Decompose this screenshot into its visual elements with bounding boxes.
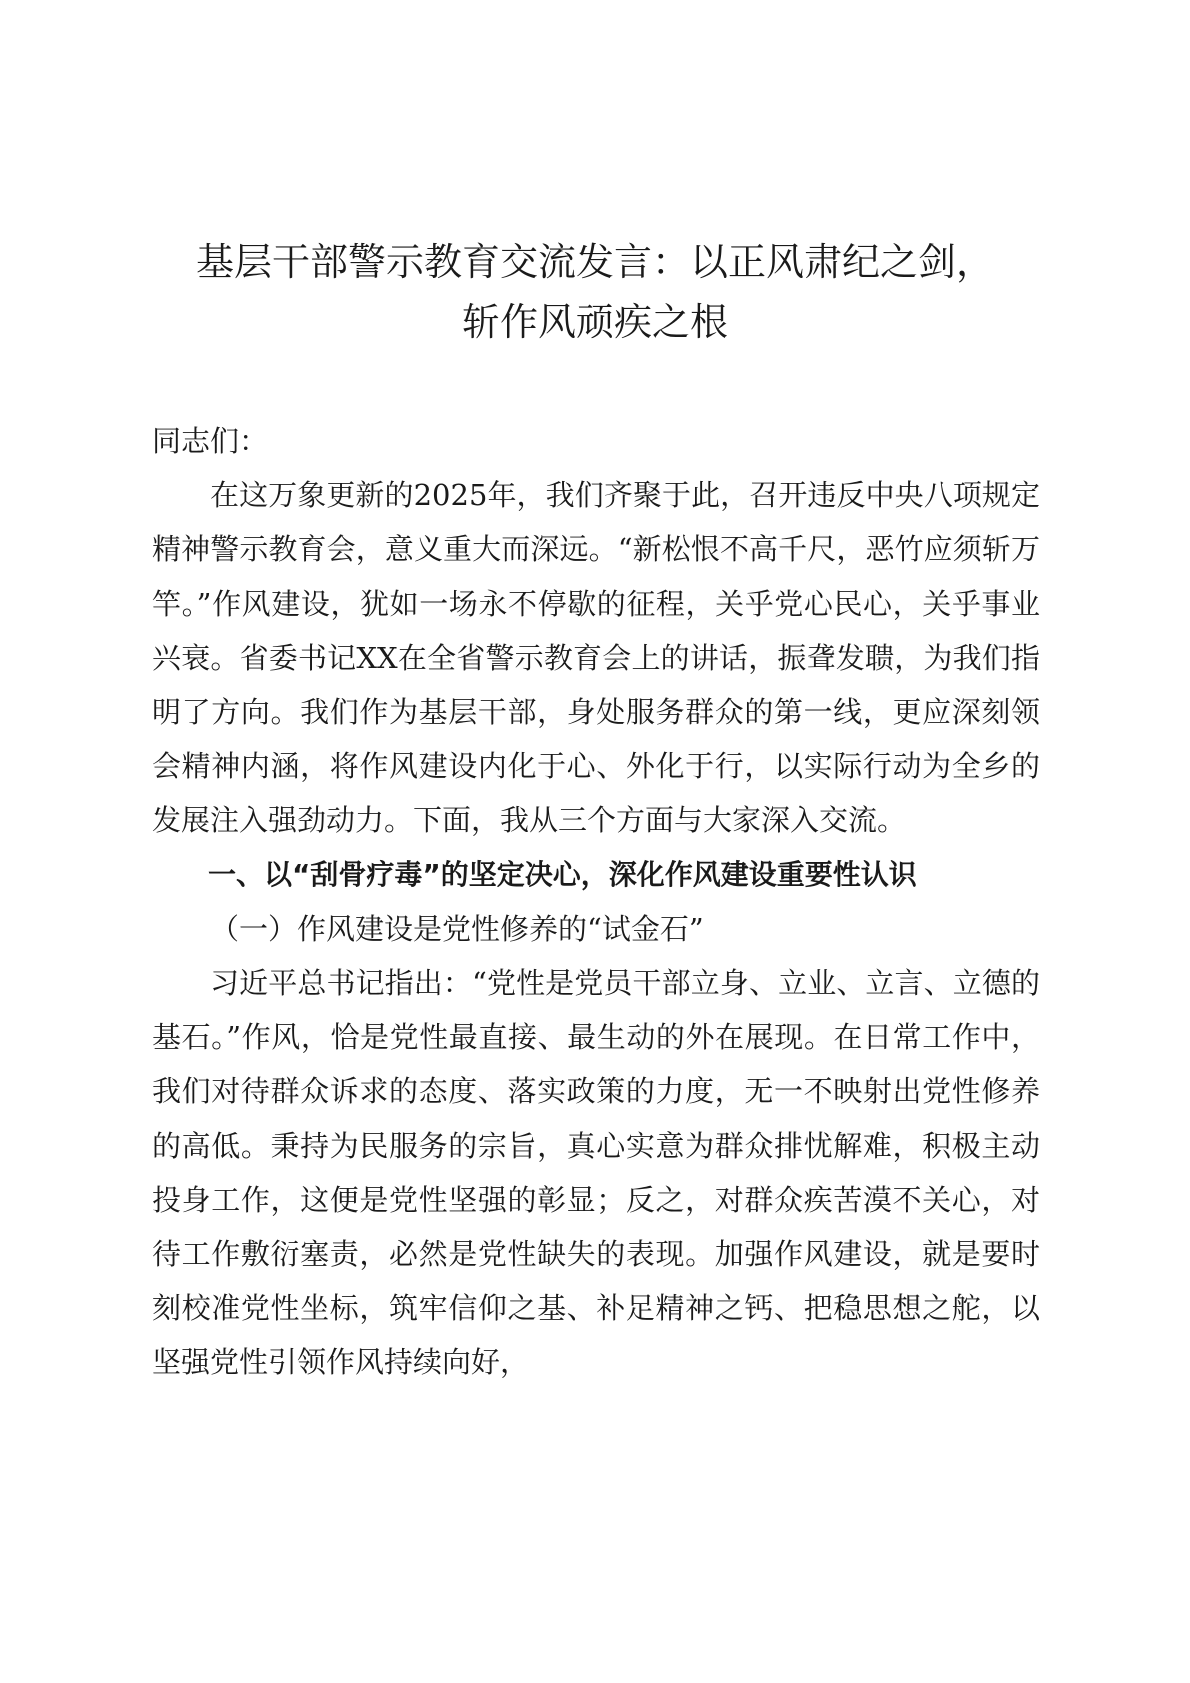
intro-paragraph: 在这万象更新的2025年，我们齐聚于此，召开违反中央八项规定精神警示教育会，意义重大而深远。“新松恨不高千尺，恶竹应须斩万竿。”作风建设，犹如一场永不停歇的征程，关乎党心民心，关乎事业兴衰。省委书记XX在全省警示教育会上的讲话，振聋发聩，为我们指明了方向。我们作为基层干部，身处服务群众的第一线，更应深刻领会精神内涵，将作风建设内化于心、外化于行，以实际行动为全乡的发展注入强劲动力。下面，我从三个方面与大家深入交流。	[152, 478, 1040, 838]
document-title	[120, 232, 1070, 352]
subsection-heading-1: （一）作风建设是党性修养的“试金石”	[210, 911, 704, 946]
document-body	[152, 414, 1040, 1390]
body-paragraph-2: 习近平总书记指出：“党性是党员干部立身、立业、立言、立德的基石。”作风，恰是党性最直接、最生动的外在展现。在日常工作中，我们对待群众诉求的态度、落实政策的力度，无一不映射出党性修养的高低。秉持为民服务的宗旨，真心实意为群众排忧解难，积极主动投身工作，这便是党性坚强的彰显；反之，对群众疾苦漠不关心，对待工作敷衍塞责，必然是党性缺失的表现。加强作风建设，就是要时刻校准党性坐标，筑牢信仰之基、补足精神之钙、把稳思想之舵，以坚强党性引领作风持续向好，	[152, 966, 1040, 1380]
salutation: 同志们：	[152, 424, 269, 458]
section-heading-1: 一、以“刮骨疗毒”的坚定决心，深化作风建设重要性认识	[208, 857, 917, 891]
title-line-2: 斩作风顽疾之根	[461, 300, 728, 344]
title-line-1: 基层干部警示教育交流发言：以正风肃纪之剑，	[195, 240, 994, 284]
